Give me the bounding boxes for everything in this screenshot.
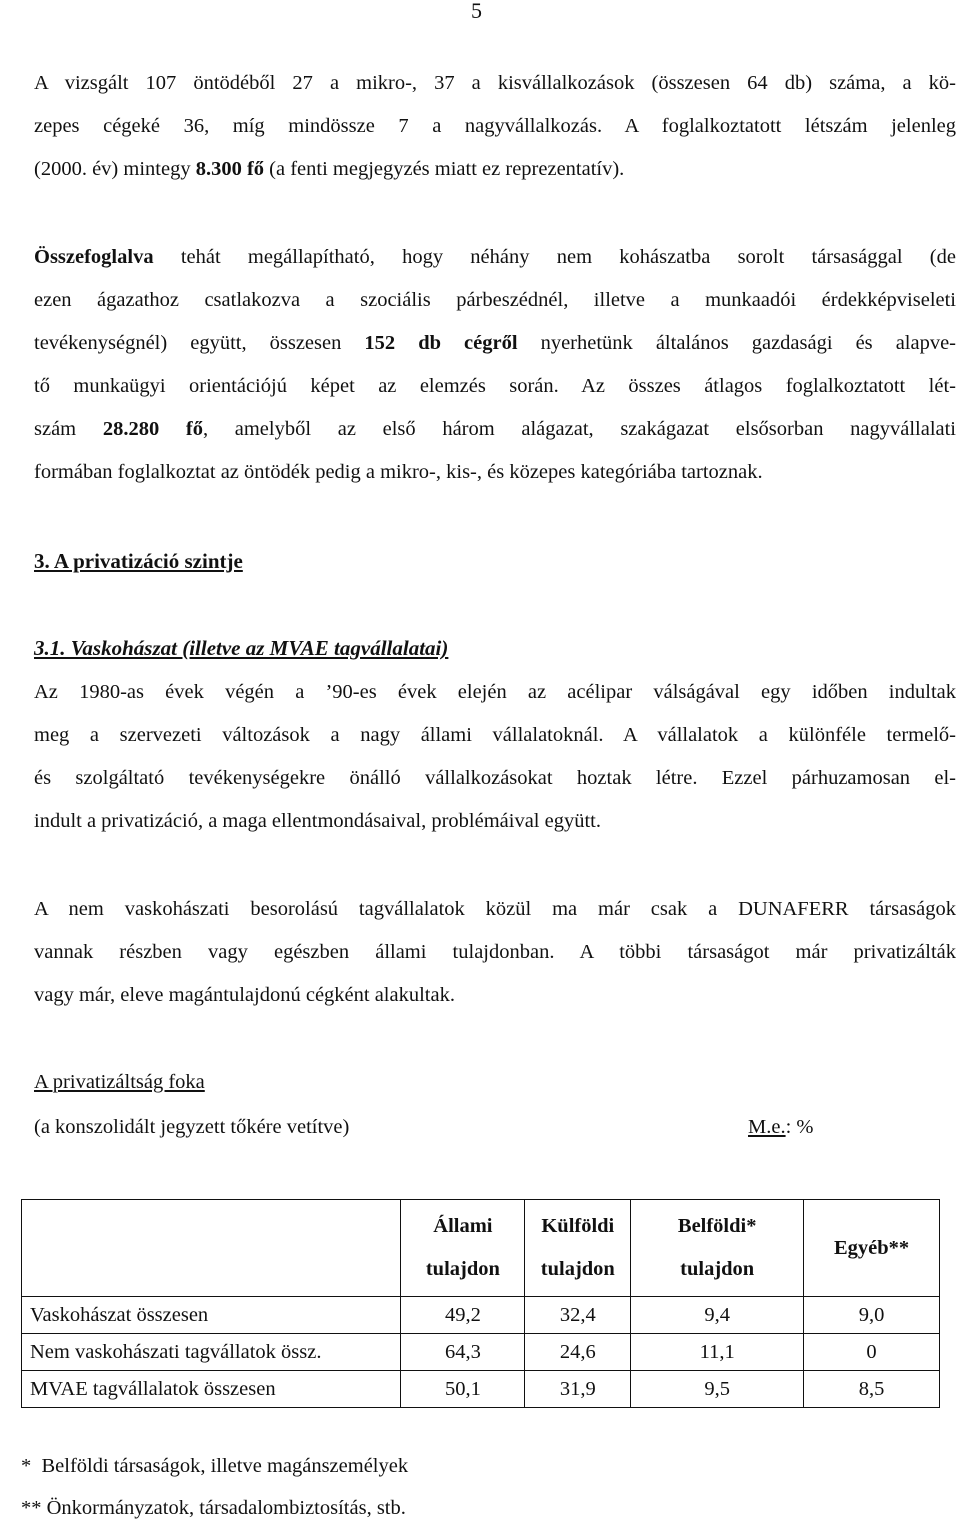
paragraph-history	[34, 671, 956, 843]
text-line: és szolgáltató tevékenységekre önálló vállalkozásokat hoztak létre. Ezzel párhuzamosan el-	[34, 767, 956, 789]
table-cell: 31,9	[525, 1371, 631, 1408]
bold-term: Összefoglalva	[34, 246, 154, 268]
unit-value: : %	[785, 1116, 814, 1138]
bold-figure: 152 db cégről	[364, 332, 518, 354]
text-line: tő munkaügyi orientációjú képet az elemzés során. Az összes átlagos foglalkoztatott lét-	[34, 375, 956, 397]
text-line: vannak részben vagy egészben állami tulajdonban. A többi társaságot már privatizálták	[34, 941, 956, 963]
table-cell: 9,0	[804, 1297, 940, 1334]
text-line: A vizsgált 107 öntödéből 27 a mikro-, 37 a kisvállalkozások (összesen 64 db) száma, a kö-	[34, 72, 956, 94]
paragraph-ownership	[34, 888, 956, 1017]
unit-of-measure	[748, 1106, 813, 1149]
table-cell: 50,1	[401, 1371, 525, 1408]
table-title: A privatizáltság foka	[34, 1071, 205, 1093]
header-cell: Állami tulajdon	[401, 1200, 525, 1297]
table-cell: 9,5	[631, 1371, 804, 1408]
text-line: tevékenységnél) együtt, összesen 152 db cégről nyerhetünk általános gazdasági és alapve-	[34, 332, 957, 354]
text-line: Az 1980-as évek végén a ’90-es évek elején az acélipar válságával egy időben indultak	[34, 681, 956, 703]
privatization-table	[21, 1199, 940, 1408]
table-cell: 49,2	[401, 1297, 525, 1334]
table-cell: 64,3	[401, 1334, 525, 1371]
text-line: Összefoglalva tehát megállapítható, hogy néhány nem kohászatba sorolt társasággal (de	[34, 246, 956, 268]
table-cell: 0	[804, 1334, 940, 1371]
text-line: zepes cégeké 36, míg mindössze 7 a nagyvállalkozás. A foglalkoztatott létszám jelenleg	[34, 115, 956, 137]
page-number: 5	[471, 0, 482, 23]
text-line: vagy már, eleve magántulajdonú cégként alakultak.	[34, 984, 455, 1006]
paragraph-summary	[34, 236, 956, 494]
table-subtitle: (a konszolidált jegyzett tőkére vetítve)	[34, 1116, 350, 1138]
table-header-row	[22, 1200, 940, 1297]
table-cell: 9,4	[631, 1297, 804, 1334]
table-cell: 11,1	[631, 1334, 804, 1371]
row-label: Nem vaskohászati tagvállatok össz.	[22, 1334, 401, 1371]
header-empty-cell	[22, 1200, 401, 1297]
text-line: A nem vaskohászati besorolású tagvállalatok közül ma már csak a DUNAFERR társaságok	[34, 898, 956, 920]
table-cell: 32,4	[525, 1297, 631, 1334]
bold-figure: 8.300 fő	[195, 158, 265, 180]
table-row	[22, 1371, 940, 1408]
text-line: (2000. év) mintegy 8.300 fő (a fenti megjegyzés miatt ez reprezentatív).	[34, 158, 625, 180]
text-line: szám 28.280 fő, amelyből az első három alágazat, szakágazat elsősorban nagyvállalati	[34, 418, 957, 440]
paragraph-intro	[34, 62, 956, 191]
unit-label: M.e.	[748, 1116, 786, 1138]
footnote-2: ** Önkormányzatok, társadalombiztosítás, stb.	[21, 1497, 406, 1519]
table-cell: 24,6	[525, 1334, 631, 1371]
header-cell: Belföldi* tulajdon	[631, 1200, 804, 1297]
bold-figure: 28.280 fő	[102, 418, 203, 440]
header-cell: Külföldi tulajdon	[525, 1200, 631, 1297]
text-line: indult a privatizáció, a maga ellentmondásaival, problémáival együtt.	[34, 810, 601, 832]
text-line: ezen ágazathoz csatlakozva a szociális párbeszédnél, illetve a munkaadói érdekképviseleti	[34, 289, 956, 311]
subsection-heading: 3.1. Vaskohászat (illetve az MVAE tagvállalatai)	[34, 636, 449, 660]
row-label: Vaskohászat összesen	[22, 1297, 401, 1334]
footnote-1: * Belföldi társaságok, illetve magánszemélyek	[21, 1455, 409, 1477]
section-heading: 3. A privatizáció szintje	[34, 549, 243, 573]
row-label: MVAE tagvállalatok összesen	[22, 1371, 401, 1408]
table-row	[22, 1297, 940, 1334]
table-row	[22, 1334, 940, 1371]
text-line: formában foglalkoztat az öntödék pedig a mikro-, kis-, és közepes kategóriába tartoznak.	[34, 461, 763, 483]
text-line: meg a szervezeti változások a nagy állami vállalatoknál. A vállalatok a különféle termelő-	[34, 724, 956, 746]
header-cell: Egyéb**	[804, 1200, 940, 1297]
table-cell: 8,5	[804, 1371, 940, 1408]
